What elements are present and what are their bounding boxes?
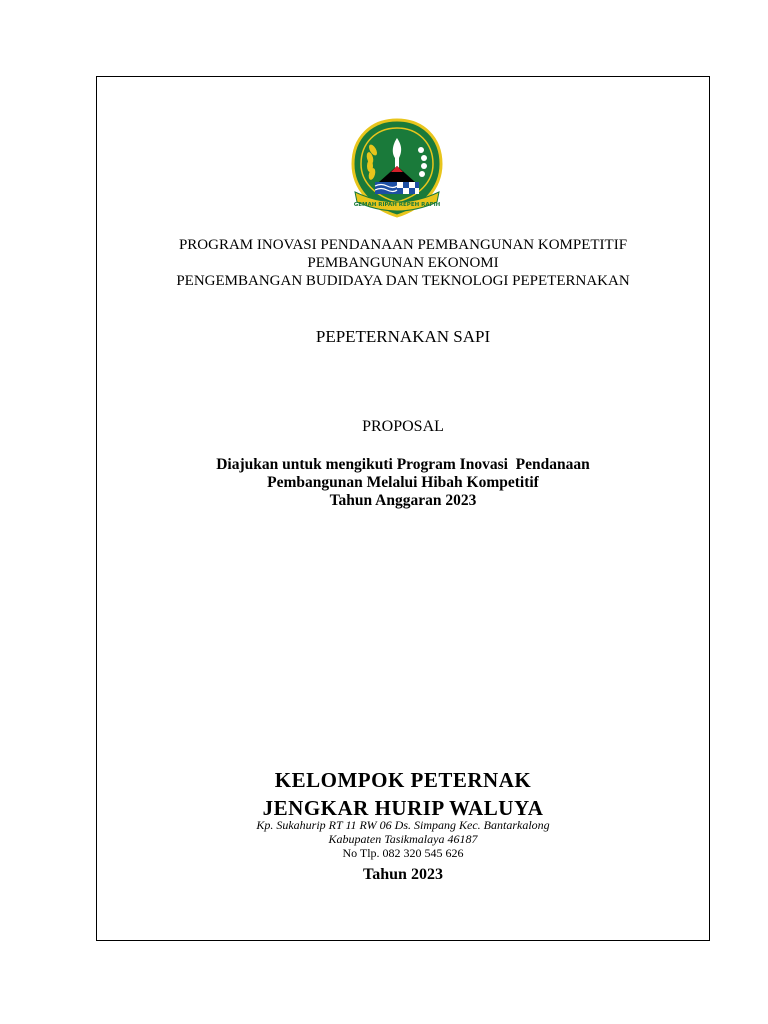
group-line-2: JENGKAR HURIP WALUYA [262,796,544,820]
program-title [96,236,710,290]
phone-number: No Tlp. 082 320 545 626 [342,846,464,860]
submission-statement [96,456,710,510]
submission-line-1: Diajukan untuk mengikuti Program Inovasi Pendanaan [216,456,590,473]
address-line-2: Kabupaten Tasikmalaya 46187 [328,832,478,846]
submission-line-3: Tahun Anggaran 2023 [329,492,477,509]
program-line-2: PEMBANGUNAN EKONOMI [307,255,499,271]
group-line-1: KELOMPOK PETERNAK [274,768,532,792]
address-line-1: Kp. Sukahurip RT 11 RW 06 Ds. Simpang Kec. Bantarkalong [256,818,550,832]
group-address [96,818,710,860]
program-line-3: PENGEMBANGAN BUDIDAYA DAN TEKNOLOGI PEPETERNAKAN [176,273,630,289]
emblem-motto: GEMAH RIPAH REPEH RAPIH [353,202,441,208]
group-name [96,766,710,822]
document-type: PROPOSAL [362,418,444,435]
west-java-emblem-icon [345,116,449,220]
submission-line-2: Pembangunan Melalui Hibah Kompetitif [267,474,539,491]
program-line-1: PROGRAM INOVASI PENDANAAN PEMBANGUNAN KOMPETITIF [178,237,628,253]
subject-title: PEPETERNAKAN SAPI [315,327,491,346]
document-year: Tahun 2023 [363,866,443,883]
